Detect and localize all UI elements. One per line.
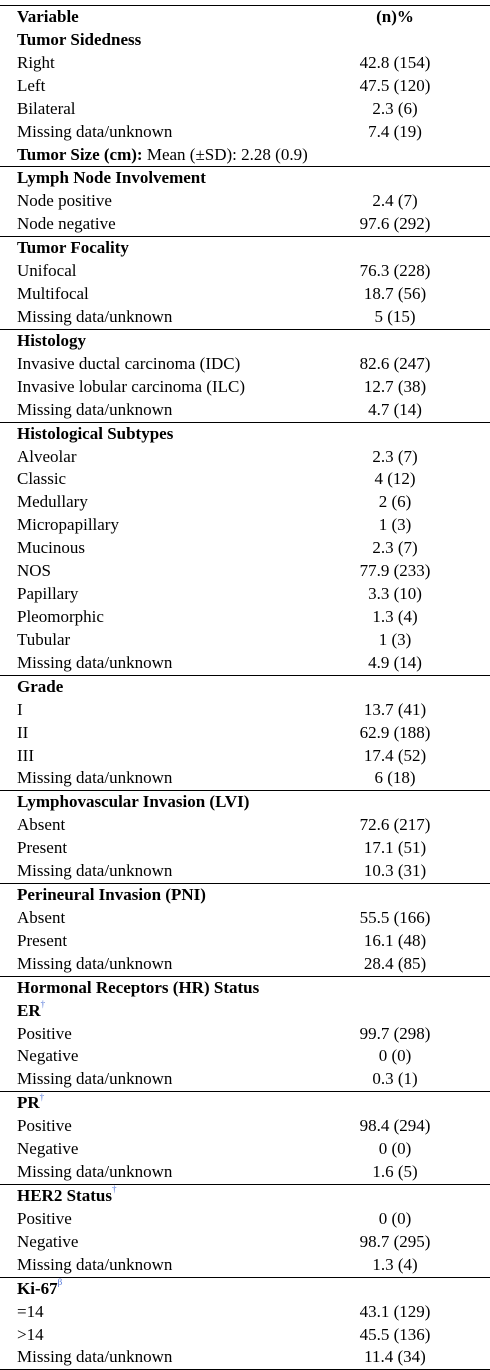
table-row (0, 1138, 490, 1161)
section-label: Lymph Node Involvement (17, 168, 206, 188)
row-value: 0 (0) (378, 1139, 412, 1159)
subsection-label: HER2 Status† (17, 1184, 117, 1206)
inline-stat (17, 144, 308, 167)
row-value: 2 (6) (378, 492, 412, 512)
row-label: Multifocal (17, 284, 89, 304)
table-row (0, 1115, 490, 1138)
row-label: NOS (17, 561, 52, 581)
table-row (0, 283, 490, 306)
table-row (0, 699, 490, 722)
table-row (0, 1161, 490, 1184)
section-heading (0, 883, 490, 907)
row-label: Papillary (17, 584, 79, 604)
section-label: Perineural Invasion (PNI) (17, 885, 206, 905)
row-value: 76.3 (228) (359, 261, 431, 281)
table-row (0, 121, 490, 144)
row-value: 2.4 (7) (372, 191, 418, 211)
row-value: 6 (18) (374, 768, 416, 788)
table-row (0, 606, 490, 629)
row-value: 7.4 (19) (368, 121, 422, 141)
row-label: Missing data/unknown (17, 861, 173, 881)
table-row (0, 1068, 490, 1091)
row-label: Invasive ductal carcinoma (IDC) (17, 353, 241, 373)
table-row (0, 353, 490, 376)
row-value: 42.8 (154) (359, 52, 431, 72)
row-value: 98.4 (294) (359, 1116, 431, 1136)
row-value: 17.1 (51) (363, 838, 427, 858)
section-heading (0, 329, 490, 353)
table-row (0, 1208, 490, 1231)
row-label: Tubular (17, 629, 71, 649)
section-label: Hormonal Receptors (HR) Status (17, 977, 260, 997)
section-heading (0, 166, 490, 190)
table-row (0, 399, 490, 422)
footnote-marker: β (57, 1277, 63, 1288)
row-value: 1 (3) (378, 629, 412, 649)
table-row (0, 953, 490, 976)
table-row (0, 722, 490, 745)
row-value: 5 (15) (374, 306, 416, 326)
table-row (0, 514, 490, 537)
table-row (0, 260, 490, 283)
row-value: 10.3 (31) (363, 861, 427, 881)
table-row (0, 767, 490, 790)
row-label: Left (17, 75, 46, 95)
table-body (0, 29, 490, 1370)
row-label: Mucinous (17, 538, 85, 558)
section-heading (0, 236, 490, 260)
row-value: 2.3 (7) (372, 538, 418, 558)
row-value: 12.7 (38) (363, 376, 427, 396)
table-row (0, 583, 490, 606)
row-label: Node negative (17, 214, 116, 234)
row-label: Negative (17, 1139, 79, 1159)
row-label: Right (17, 52, 55, 72)
header-value: (n)% (376, 7, 414, 26)
row-value: 28.4 (85) (363, 953, 427, 973)
section-heading (0, 29, 490, 52)
subsection-label: $Ki-67^\beta$ (17, 1277, 63, 1298)
row-label: Absent (17, 907, 66, 927)
row-value: 43.1 (129) (359, 1301, 431, 1321)
table-row (0, 98, 490, 121)
row-label: Missing data/unknown (17, 121, 173, 141)
row-value: 3.3 (10) (368, 584, 422, 604)
inline-stat-row (0, 144, 490, 167)
row-label: Negative (17, 1231, 79, 1251)
row-value: 4.7 (14) (368, 399, 422, 419)
table-row (0, 837, 490, 860)
row-label: Missing data/unknown (17, 652, 173, 672)
row-value: 16.1 (48) (363, 930, 427, 950)
table-row (0, 814, 490, 837)
subsection-label: PR† (17, 1091, 45, 1113)
table-row (0, 1045, 490, 1068)
subsection-heading (0, 1184, 490, 1208)
row-label: Unifocal (17, 261, 77, 281)
row-label: Positive (17, 1023, 72, 1043)
section-label: Histological Subtypes (17, 423, 174, 443)
row-value: 99.7 (298) (359, 1023, 431, 1043)
table-row (0, 860, 490, 883)
row-value: 18.7 (56) (363, 284, 427, 304)
inline-stat-label: Tumor Size (cm): (17, 144, 143, 164)
subsection-heading (0, 1000, 490, 1023)
row-value: 2.3 (6) (372, 98, 418, 118)
table-row (0, 1324, 490, 1347)
table-row (0, 652, 490, 675)
section-label: Tumor Focality (17, 238, 129, 258)
table-row (0, 907, 490, 930)
row-value: 11.4 (34) (364, 1347, 426, 1367)
row-label: Positive (17, 1116, 72, 1136)
row-label: Missing data/unknown (17, 306, 173, 326)
row-label: Present (17, 930, 68, 950)
table-row (0, 491, 490, 514)
row-value: 82.6 (247) (359, 353, 431, 373)
row-label: Absent (17, 815, 66, 835)
row-value: 1.6 (5) (372, 1162, 418, 1182)
row-label: Medullary (17, 492, 88, 512)
row-value: 98.7 (295) (359, 1231, 431, 1251)
row-value: 13.7 (41) (363, 699, 427, 719)
section-heading (0, 422, 490, 446)
section-label: Lymphovascular Invasion (LVI) (17, 792, 250, 812)
row-label: Pleomorphic (17, 606, 104, 626)
table-row (0, 537, 490, 560)
section-heading (0, 790, 490, 814)
row-value: 72.6 (217) (359, 815, 431, 835)
inline-stat-value: Mean (±SD): 2.28 (0.9) (142, 144, 308, 164)
row-label: Missing data/unknown (17, 1162, 173, 1182)
row-value: 4.9 (14) (368, 652, 422, 672)
row-value: 97.6 (292) (359, 214, 431, 234)
footnote-marker: † (111, 1184, 117, 1195)
row-label: Invasive lobular carcinoma (ILC) (17, 376, 245, 396)
section-label: Histology (17, 330, 86, 350)
row-value: 0 (0) (378, 1208, 412, 1228)
row-label: Alveolar (17, 446, 77, 466)
row-label: Missing data/unknown (17, 953, 173, 973)
row-value: 62.9 (188) (359, 722, 431, 742)
section-label: Grade (17, 676, 64, 696)
row-value: 1.3 (4) (372, 1254, 418, 1274)
row-value: 45.5 (136) (359, 1324, 431, 1344)
table-row (0, 190, 490, 213)
table-row (0, 75, 490, 98)
table-row (0, 745, 490, 768)
section-label: Tumor Sidedness (17, 29, 142, 49)
row-value: 0 (0) (378, 1046, 412, 1066)
row-value: 4 (12) (374, 469, 416, 489)
table-row (0, 1254, 490, 1277)
row-value: 47.5 (120) (359, 75, 431, 95)
row-label: Missing data/unknown (17, 399, 173, 419)
table-row (0, 629, 490, 652)
row-label: II (17, 722, 29, 742)
row-value: 1 (3) (378, 515, 412, 535)
table-row (0, 1023, 490, 1046)
row-label: =14 (17, 1301, 44, 1321)
table-row (0, 560, 490, 583)
footnote-marker: † (39, 1091, 45, 1102)
row-label: >14 (17, 1324, 44, 1344)
row-label: Micropapillary (17, 515, 119, 535)
row-value: 0.3 (1) (372, 1069, 418, 1089)
row-label: III (17, 745, 34, 765)
row-label: Present (17, 838, 68, 858)
row-value: 1.3 (4) (372, 606, 418, 626)
row-label: Missing data/unknown (17, 1347, 173, 1367)
subsection-heading (0, 1091, 490, 1115)
subsection-heading (0, 1277, 490, 1301)
subsection-label: ER† (17, 998, 46, 1020)
row-label: Positive (17, 1208, 72, 1228)
section-heading (0, 675, 490, 699)
row-label: Missing data/unknown (17, 1069, 173, 1089)
table-row (0, 446, 490, 469)
table-row (0, 468, 490, 491)
footnote-marker: † (40, 998, 46, 1009)
section-heading (0, 976, 490, 1000)
table-row (0, 52, 490, 75)
header-variable: Variable (17, 7, 79, 26)
table-row (0, 306, 490, 329)
table-row (0, 213, 490, 236)
row-label: Missing data/unknown (17, 768, 173, 788)
table-row (0, 1301, 490, 1324)
row-value: 17.4 (52) (363, 745, 427, 765)
table-row (0, 930, 490, 953)
table-row (0, 1231, 490, 1254)
row-label: Negative (17, 1046, 79, 1066)
table-header (0, 5, 490, 29)
row-label: Bilateral (17, 98, 76, 118)
row-label: Missing data/unknown (17, 1254, 173, 1274)
table-row (0, 376, 490, 399)
row-label: I (17, 699, 23, 719)
row-label: Node positive (17, 191, 112, 211)
row-value: 55.5 (166) (359, 907, 431, 927)
row-value: 77.9 (233) (359, 561, 431, 581)
row-value: 2.3 (7) (372, 446, 418, 466)
row-label: Classic (17, 469, 67, 489)
